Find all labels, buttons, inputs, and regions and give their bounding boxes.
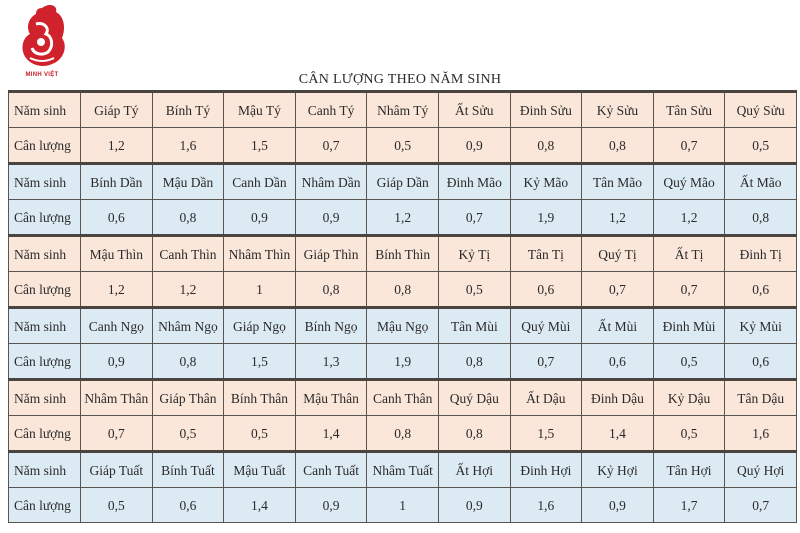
logo-text: MINH VIỆT [25, 72, 59, 78]
weight-cell: 0,7 [653, 128, 725, 164]
year-cell: Quý Tị [582, 236, 654, 272]
weight-row-label: Cân lượng [9, 272, 81, 308]
year-cell: Mậu Thân [295, 380, 367, 416]
year-row-label: Năm sinh [9, 452, 81, 488]
weight-cell: 0,9 [438, 488, 510, 523]
weight-cell: 0,9 [295, 488, 367, 523]
weight-cell: 1,4 [224, 488, 296, 523]
year-cell: Nhâm Dần [295, 164, 367, 200]
year-cell: Mậu Tý [224, 92, 296, 128]
weight-cell: 1,3 [295, 344, 367, 380]
year-row [9, 164, 797, 200]
year-cell: Mậu Tuất [224, 452, 296, 488]
weight-row [9, 416, 797, 452]
year-cell: Đinh Hợi [510, 452, 582, 488]
year-cell: Nhâm Ngọ [152, 308, 224, 344]
weight-cell: 0,8 [367, 416, 439, 452]
weight-cell: 1,9 [510, 200, 582, 236]
year-cell: Ất Sửu [438, 92, 510, 128]
year-cell: Nhâm Thìn [224, 236, 296, 272]
weight-cell: 0,9 [81, 344, 153, 380]
year-cell: Giáp Thân [152, 380, 224, 416]
year-row-label: Năm sinh [9, 308, 81, 344]
year-cell: Canh Tý [295, 92, 367, 128]
weight-cell: 0,5 [367, 128, 439, 164]
year-cell: Bính Thân [224, 380, 296, 416]
weight-row-label: Cân lượng [9, 344, 81, 380]
year-cell: Tân Sửu [653, 92, 725, 128]
weight-row-label: Cân lượng [9, 488, 81, 523]
year-cell: Bính Tuất [152, 452, 224, 488]
weight-cell: 1,2 [81, 272, 153, 308]
year-cell: Đinh Mùi [653, 308, 725, 344]
weight-cell: 1,6 [152, 128, 224, 164]
year-cell: Quý Sửu [725, 92, 797, 128]
year-cell: Đinh Dậu [582, 380, 654, 416]
weight-cell: 1,2 [367, 200, 439, 236]
year-cell: Mậu Thìn [81, 236, 153, 272]
weight-cell: 1,2 [582, 200, 654, 236]
year-cell: Bính Ngọ [295, 308, 367, 344]
weight-cell: 0,6 [152, 488, 224, 523]
weight-cell: 1,2 [152, 272, 224, 308]
year-cell: Kỷ Tị [438, 236, 510, 272]
year-cell: Canh Ngọ [81, 308, 153, 344]
year-cell: Tân Mùi [438, 308, 510, 344]
year-row-label: Năm sinh [9, 92, 81, 128]
year-cell: Quý Dậu [438, 380, 510, 416]
year-cell: Giáp Tý [81, 92, 153, 128]
weight-cell: 1,4 [295, 416, 367, 452]
weight-cell: 1,2 [81, 128, 153, 164]
weight-cell: 0,7 [81, 416, 153, 452]
year-cell: Bính Tý [152, 92, 224, 128]
year-cell: Tân Tị [510, 236, 582, 272]
weight-row-label: Cân lượng [9, 416, 81, 452]
year-cell: Ất Dậu [510, 380, 582, 416]
weight-cell: 0,8 [367, 272, 439, 308]
year-cell: Quý Mùi [510, 308, 582, 344]
year-row [9, 308, 797, 344]
weight-row [9, 200, 797, 236]
weight-cell: 0,5 [438, 272, 510, 308]
weight-cell: 0,5 [81, 488, 153, 523]
weight-cell: 1,6 [725, 416, 797, 452]
weight-cell: 1,6 [510, 488, 582, 523]
weight-cell: 0,8 [582, 128, 654, 164]
year-cell: Đinh Sửu [510, 92, 582, 128]
year-cell: Kỷ Mão [510, 164, 582, 200]
year-cell: Kỷ Dậu [653, 380, 725, 416]
year-cell: Canh Thân [367, 380, 439, 416]
year-row-label: Năm sinh [9, 236, 81, 272]
weight-cell: 0,6 [582, 344, 654, 380]
weight-cell: 1 [367, 488, 439, 523]
year-cell: Canh Dần [224, 164, 296, 200]
weight-cell: 0,5 [653, 416, 725, 452]
weight-cell: 0,7 [653, 272, 725, 308]
weight-cell: 0,8 [152, 344, 224, 380]
weight-row-label: Cân lượng [9, 200, 81, 236]
weight-row [9, 488, 797, 523]
year-row [9, 452, 797, 488]
weight-cell: 0,5 [653, 344, 725, 380]
weight-cell: 0,7 [438, 200, 510, 236]
year-cell: Kỷ Sửu [582, 92, 654, 128]
weight-cell: 0,7 [582, 272, 654, 308]
weight-cell: 1 [224, 272, 296, 308]
year-cell: Giáp Ngọ [224, 308, 296, 344]
weight-cell: 0,7 [725, 488, 797, 523]
year-row-label: Năm sinh [9, 164, 81, 200]
year-cell: Canh Tuất [295, 452, 367, 488]
weight-cell: 0,8 [510, 128, 582, 164]
weight-cell: 0,8 [438, 344, 510, 380]
year-cell: Nhâm Thân [81, 380, 153, 416]
year-cell: Canh Thìn [152, 236, 224, 272]
year-cell: Ất Mùi [582, 308, 654, 344]
page-title: CÂN LƯỢNG THEO NĂM SINH [298, 72, 502, 87]
weight-row [9, 344, 797, 380]
year-cell: Ất Hợi [438, 452, 510, 488]
weight-cell: 1,9 [367, 344, 439, 380]
weight-cell: 1,7 [653, 488, 725, 523]
weight-row [9, 272, 797, 308]
year-cell: Nhâm Tý [367, 92, 439, 128]
weight-cell: 1,5 [510, 416, 582, 452]
weight-cell: 0,6 [510, 272, 582, 308]
year-cell: Đinh Mão [438, 164, 510, 200]
year-cell: Kỷ Hợi [582, 452, 654, 488]
year-cell: Quý Mão [653, 164, 725, 200]
weight-cell: 1,4 [582, 416, 654, 452]
year-cell: Giáp Dần [367, 164, 439, 200]
year-cell: Kỷ Mùi [725, 308, 797, 344]
year-row [9, 380, 797, 416]
weight-row-label: Cân lượng [9, 128, 81, 164]
weight-cell: 0,8 [438, 416, 510, 452]
weight-cell: 0,9 [582, 488, 654, 523]
year-cell: Bính Thìn [367, 236, 439, 272]
weight-cell: 0,8 [295, 272, 367, 308]
brand-logo [14, 2, 70, 80]
year-row [9, 92, 797, 128]
year-cell: Tân Dậu [725, 380, 797, 416]
weight-cell: 0,7 [295, 128, 367, 164]
year-cell: Giáp Tuất [81, 452, 153, 488]
year-row-label: Năm sinh [9, 380, 81, 416]
weight-cell: 0,5 [725, 128, 797, 164]
weight-cell: 0,9 [295, 200, 367, 236]
weight-cell: 1,5 [224, 128, 296, 164]
weight-row [9, 128, 797, 164]
weight-cell: 1,2 [653, 200, 725, 236]
year-cell: Ất Tị [653, 236, 725, 272]
weight-cell: 0,5 [152, 416, 224, 452]
year-cell: Đinh Tị [725, 236, 797, 272]
weight-cell: 0,6 [725, 344, 797, 380]
year-cell: Mậu Dần [152, 164, 224, 200]
year-cell: Nhâm Tuất [367, 452, 439, 488]
year-cell: Tân Mão [582, 164, 654, 200]
year-row [9, 236, 797, 272]
year-cell: Giáp Thìn [295, 236, 367, 272]
year-cell: Quý Hợi [725, 452, 797, 488]
weight-cell: 1,5 [224, 344, 296, 380]
dragon-logo-icon [14, 2, 70, 72]
weight-cell: 0,7 [510, 344, 582, 380]
weight-cell: 0,8 [152, 200, 224, 236]
weight-cell: 0,9 [224, 200, 296, 236]
year-cell: Ất Mão [725, 164, 797, 200]
weight-table [8, 90, 797, 523]
year-cell: Bính Dần [81, 164, 153, 200]
weight-cell: 0,8 [725, 200, 797, 236]
weight-cell: 0,6 [725, 272, 797, 308]
year-cell: Tân Hợi [653, 452, 725, 488]
year-cell: Mậu Ngọ [367, 308, 439, 344]
weight-cell: 0,5 [224, 416, 296, 452]
weight-cell: 0,6 [81, 200, 153, 236]
weight-cell: 0,9 [438, 128, 510, 164]
